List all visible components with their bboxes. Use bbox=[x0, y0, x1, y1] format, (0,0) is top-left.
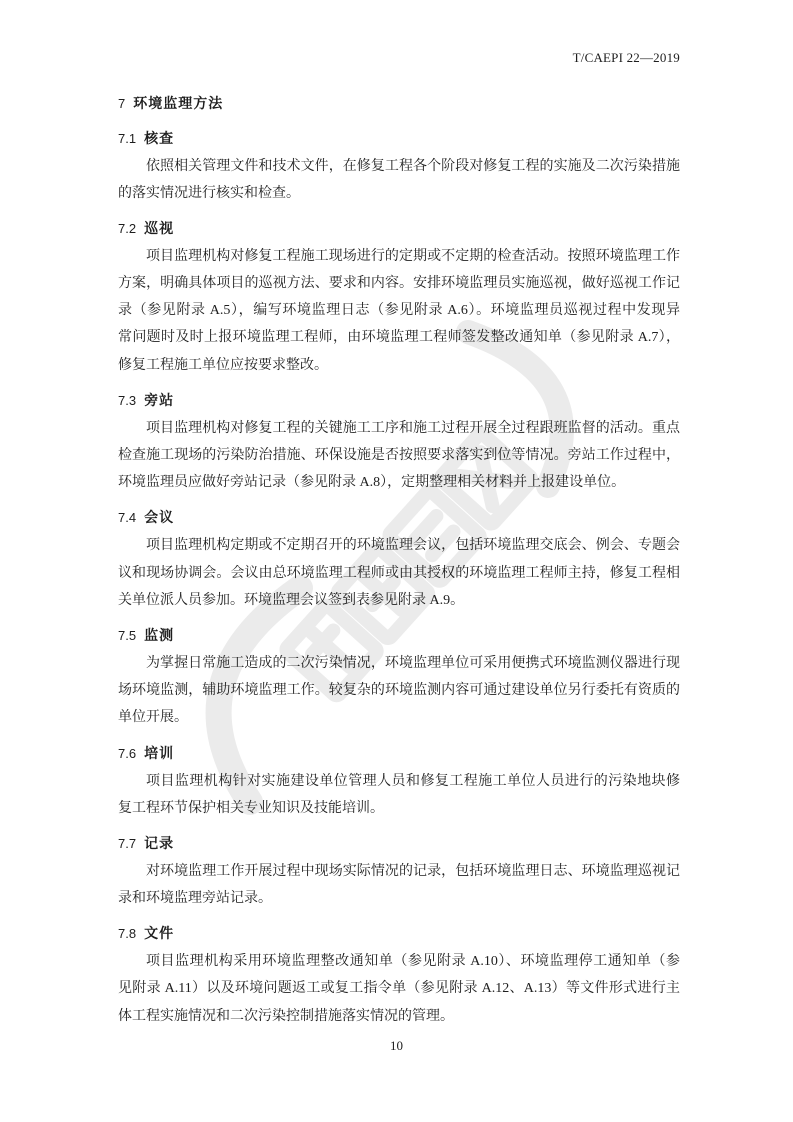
chapter-number: 7 bbox=[118, 95, 126, 111]
section-heading bbox=[118, 504, 680, 531]
paragraph-line: 项目监理机构对修复工程的关键施工工序和施工过程开展全过程跟班监督的活动。重点 bbox=[146, 420, 680, 436]
section-7-1 bbox=[118, 125, 680, 207]
paragraph bbox=[118, 948, 680, 1030]
section-title: 旁站 bbox=[144, 391, 175, 408]
paragraph-line: 议和现场协调会。会议由总环境监理工程师或由其授权的环境监理工程师主持，修复工程相 bbox=[118, 565, 680, 581]
section-title: 核查 bbox=[144, 129, 175, 146]
paragraph-line: 复工程环节保护相关专业知识及技能培训。 bbox=[118, 800, 384, 816]
paragraph-line: 项目监理机构对修复工程施工现场进行的定期或不定期的检查活动。按照环境监理工作 bbox=[146, 248, 680, 264]
paragraph bbox=[118, 415, 680, 497]
section-7-6 bbox=[118, 740, 680, 822]
section-heading bbox=[118, 920, 680, 947]
paragraph-line: 为掌握日常施工造成的二次污染情况，环境监理单位可采用便携式环境监测仪器进行现 bbox=[146, 655, 680, 671]
section-title: 会议 bbox=[144, 509, 175, 526]
page-content bbox=[118, 90, 680, 1030]
section-7-3 bbox=[118, 387, 680, 497]
section-7-4 bbox=[118, 504, 680, 614]
paragraph bbox=[118, 243, 680, 379]
chapter-title: 环境监理方法 bbox=[133, 94, 224, 111]
section-7-8 bbox=[118, 920, 680, 1030]
paragraph-line: 修复工程施工单位应按要求整改。 bbox=[118, 357, 328, 373]
paragraph-line: 场环境监测，辅助环境监理工作。较复杂的环境监测内容可通过建设单位另行委托有资质的 bbox=[118, 683, 680, 699]
document-code: T/CAEPI 22—2019 bbox=[572, 50, 680, 65]
paragraph-line: 见附录 A.11）以及环境问题返工或复工指令单（参见附录 A.12、A.13）等文件形式进行主 bbox=[118, 981, 680, 997]
section-7-5 bbox=[118, 622, 680, 732]
paragraph-line: 项目监理机构针对实施建设单位管理人员和修复工程施工单位人员进行的污染地块修 bbox=[146, 773, 680, 789]
section-heading bbox=[118, 740, 680, 767]
section-7-7 bbox=[118, 830, 680, 912]
section-title: 监测 bbox=[144, 626, 175, 643]
paragraph bbox=[118, 153, 680, 207]
section-title: 巡视 bbox=[144, 219, 175, 236]
section-number: 7.4 bbox=[118, 510, 137, 526]
section-title: 记录 bbox=[144, 834, 175, 851]
section-number: 7.7 bbox=[118, 835, 137, 851]
section-heading bbox=[118, 125, 680, 152]
paragraph bbox=[118, 650, 680, 732]
paragraph bbox=[118, 532, 680, 614]
paragraph-line: 单位开展。 bbox=[118, 710, 188, 726]
section-number: 7.2 bbox=[118, 220, 137, 236]
section-number: 7.5 bbox=[118, 627, 137, 643]
paragraph-line: 录（参见附录 A.5），编写环境监理日志（参见附录 A.6）。环境监理员巡视过程中发现异 bbox=[118, 303, 680, 319]
paragraph-line: 检查施工现场的污染防治措施、环保设施是否按照要求落实到位等情况。旁站工作过程中， bbox=[118, 448, 680, 463]
paragraph-line: 环境监理员应做好旁站记录（参见附录 A.8），定期整理相关材料并上报建设单位。 bbox=[118, 475, 626, 491]
paragraph-line: 方案，明确具体项目的巡视方法、要求和内容。安排环境监理员实施巡视，做好巡视工作记 bbox=[118, 276, 680, 292]
paragraph-line: 项目监理机构定期或不定期召开的环境监理会议，包括环境监理交底会、例会、专题会 bbox=[146, 538, 680, 554]
paragraph-line: 的落实情况进行核实和检查。 bbox=[118, 185, 300, 201]
section-number: 7.6 bbox=[118, 745, 137, 761]
paragraph-line: 关单位派人员参加。环境监理会议签到表参见附录 A.9。 bbox=[118, 592, 465, 608]
section-number: 7.3 bbox=[118, 392, 137, 408]
section-title: 文件 bbox=[144, 925, 175, 942]
paragraph bbox=[118, 768, 680, 822]
section-title: 培训 bbox=[144, 744, 175, 761]
paragraph-line: 常问题时及时上报环境监理工程师，由环境监理工程师签发整改通知单（参见附录 A.7）， bbox=[118, 330, 680, 346]
section-heading bbox=[118, 215, 680, 242]
chapter-heading bbox=[118, 90, 680, 117]
paragraph-line: 体工程实施情况和二次污染控制措施落实情况的管理。 bbox=[118, 1008, 454, 1024]
section-heading bbox=[118, 622, 680, 649]
paragraph-line: 录和环境监理旁站记录。 bbox=[118, 891, 272, 907]
section-heading bbox=[118, 830, 680, 857]
paragraph-line: 对环境监理工作开展过程中现场实际情况的记录，包括环境监理日志、环境监理巡视记 bbox=[146, 863, 680, 879]
section-7-2 bbox=[118, 215, 680, 379]
paragraph-line: 项目监理机构采用环境监理整改通知单（参见附录 A.10）、环境监理停工通知单（参 bbox=[146, 954, 680, 970]
section-number: 7.1 bbox=[118, 130, 137, 146]
page-number: 10 bbox=[390, 1038, 403, 1053]
paragraph bbox=[118, 858, 680, 912]
section-heading bbox=[118, 387, 680, 414]
paragraph-line: 依照相关管理文件和技术文件，在修复工程各个阶段对修复工程的实施及二次污染措施 bbox=[146, 158, 680, 174]
section-number: 7.8 bbox=[118, 926, 137, 942]
